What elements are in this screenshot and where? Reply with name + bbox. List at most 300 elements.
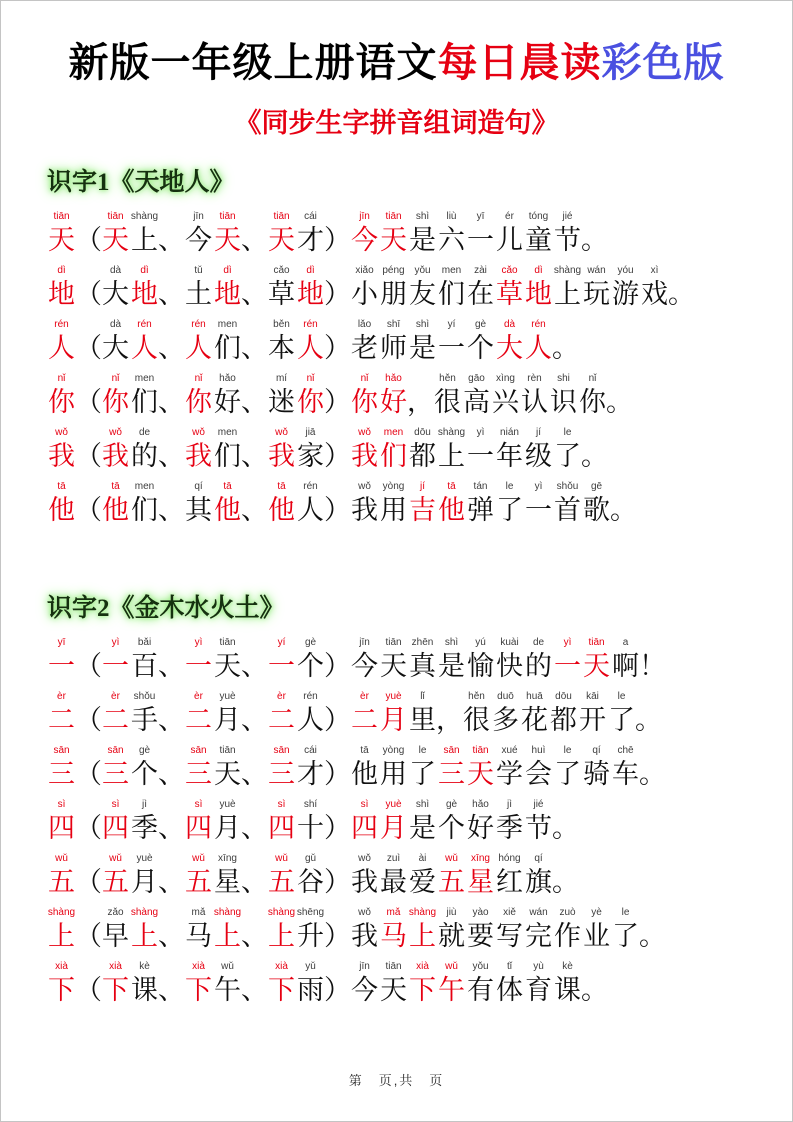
punctuation-glyph: 。 xyxy=(635,705,662,735)
pinyin-annotation: huì xyxy=(531,745,546,756)
pinyin-annotation: de xyxy=(532,637,545,648)
hanzi-character: 一 xyxy=(438,333,465,363)
hanzi-character: 你 xyxy=(48,387,75,417)
pinyin-annotation: zuò xyxy=(559,907,576,918)
hanzi-character: 玩 xyxy=(583,279,610,309)
pinyin-annotation: gè xyxy=(138,745,151,756)
punctuation-glyph: 。 xyxy=(581,441,608,471)
punctuation xyxy=(76,318,101,364)
hanzi-character: 三 xyxy=(102,759,129,789)
hanzi-with-pinyin xyxy=(267,318,296,364)
hanzi-character: 用 xyxy=(380,759,407,789)
pinyin-annotation: shì xyxy=(415,799,430,810)
hanzi-with-pinyin xyxy=(213,426,242,472)
hanzi-character: 三 xyxy=(268,759,295,789)
pinyin-annotation: yì xyxy=(563,637,572,648)
hanzi-character: 他 xyxy=(214,495,241,525)
punctuation xyxy=(242,636,267,682)
pinyin-annotation: yú xyxy=(475,637,486,648)
hanzi-with-pinyin xyxy=(130,636,159,682)
hanzi-character: 兴 xyxy=(492,387,519,417)
pinyin-annotation: ér xyxy=(505,211,514,222)
pinyin-annotation: sān xyxy=(443,745,460,756)
pinyin-annotation: le xyxy=(563,427,572,438)
pinyin-annotation: jīn xyxy=(359,637,370,648)
punctuation-glyph: 、 xyxy=(241,921,268,951)
punctuation xyxy=(242,372,267,418)
pinyin-annotation: le xyxy=(505,481,514,492)
pinyin-annotation: xià xyxy=(275,961,288,972)
punctuation-glyph: ） xyxy=(324,225,351,255)
punctuation xyxy=(159,372,184,418)
punctuation xyxy=(325,744,350,790)
entry-line xyxy=(47,318,762,364)
pinyin-annotation: men xyxy=(217,427,238,438)
hanzi-with-pinyin xyxy=(578,372,607,418)
pinyin-annotation: jí xyxy=(536,427,541,438)
hanzi-with-pinyin xyxy=(408,744,437,790)
hanzi-with-pinyin xyxy=(213,798,242,844)
pinyin-annotation: lǎo xyxy=(357,319,372,330)
hanzi-with-pinyin xyxy=(495,906,524,952)
hanzi-with-pinyin xyxy=(267,480,296,526)
hanzi-character: 四 xyxy=(268,813,295,843)
hanzi-character: 朋 xyxy=(380,279,407,309)
hanzi-character: 上 xyxy=(409,921,436,951)
hanzi-with-pinyin xyxy=(408,690,437,736)
hanzi-character: 二 xyxy=(102,705,129,735)
punctuation xyxy=(159,690,184,736)
pinyin-annotation: shàng xyxy=(47,907,76,918)
hanzi-character: 育 xyxy=(525,975,552,1005)
hanzi-with-pinyin xyxy=(495,852,524,898)
pinyin-annotation: shì xyxy=(415,319,430,330)
hanzi-with-pinyin xyxy=(130,210,159,256)
pinyin-annotation: yuè xyxy=(385,691,402,702)
pinyin-annotation: rén xyxy=(531,319,546,330)
pinyin-annotation: yǒu xyxy=(472,961,489,972)
hanzi-with-pinyin xyxy=(130,906,159,952)
title-part-black: 新版一年级上册语文 xyxy=(68,40,438,85)
hanzi-character: 上 xyxy=(214,921,241,951)
punctuation xyxy=(325,852,350,898)
hanzi-character: 是 xyxy=(409,225,436,255)
punctuation xyxy=(582,210,607,256)
hanzi-character: 月 xyxy=(380,705,407,735)
pinyin-annotation: sān xyxy=(107,745,124,756)
hanzi-with-pinyin xyxy=(408,906,437,952)
punctuation xyxy=(582,960,607,1006)
pinyin-annotation: sì xyxy=(360,799,369,810)
hanzi-character: 四 xyxy=(185,813,212,843)
hanzi-character: 星 xyxy=(467,867,494,897)
hanzi-with-pinyin xyxy=(296,798,325,844)
hanzi-character: 愉 xyxy=(467,651,494,681)
hanzi-character: 天 xyxy=(214,759,241,789)
hanzi-with-pinyin xyxy=(462,690,491,736)
hanzi-character: 星 xyxy=(214,867,241,897)
pinyin-annotation: qí xyxy=(592,745,601,756)
hanzi-character: 二 xyxy=(48,705,75,735)
pinyin-annotation: yào xyxy=(472,907,489,918)
hanzi-with-pinyin xyxy=(466,852,495,898)
hanzi-with-pinyin xyxy=(582,906,611,952)
punctuation-glyph: （ xyxy=(75,225,102,255)
pinyin-annotation: shēng xyxy=(296,907,325,918)
hanzi-with-pinyin xyxy=(213,960,242,1006)
hanzi-character: 月 xyxy=(131,867,158,897)
pinyin-annotation: nǐ xyxy=(111,373,120,384)
hanzi-character: 二 xyxy=(351,705,378,735)
hanzi-with-pinyin xyxy=(495,480,524,526)
pinyin-annotation: bǎi xyxy=(137,637,152,648)
hanzi-character: 天 xyxy=(583,651,610,681)
hanzi-character: 上 xyxy=(268,921,295,951)
hanzi-with-pinyin xyxy=(130,426,159,472)
hanzi-with-pinyin xyxy=(350,690,379,736)
hanzi-character: 六 xyxy=(438,225,465,255)
hanzi-character: 百 xyxy=(131,651,158,681)
pinyin-annotation: mǎ xyxy=(191,907,206,918)
pinyin-annotation: dōu xyxy=(555,691,572,702)
hanzi-character: 我 xyxy=(268,441,295,471)
hanzi-character: 十 xyxy=(297,813,324,843)
hanzi-with-pinyin xyxy=(611,264,640,310)
hanzi-with-pinyin xyxy=(553,906,582,952)
pinyin-annotation: sì xyxy=(277,799,286,810)
pinyin-annotation: sān xyxy=(273,745,290,756)
pinyin-annotation: liù xyxy=(446,211,457,222)
hanzi-character: 我 xyxy=(351,921,378,951)
hanzi-with-pinyin xyxy=(267,744,296,790)
hanzi-with-pinyin xyxy=(350,210,379,256)
hanzi-with-pinyin xyxy=(466,960,495,1006)
pinyin-annotation: yuè xyxy=(385,799,402,810)
hanzi-character: 骑 xyxy=(583,759,610,789)
hanzi-with-pinyin xyxy=(101,636,130,682)
hanzi-with-pinyin xyxy=(296,426,325,472)
hanzi-with-pinyin xyxy=(408,636,437,682)
hanzi-with-pinyin xyxy=(549,690,578,736)
hanzi-character: 们 xyxy=(380,441,407,471)
pinyin-annotation: cǎo xyxy=(273,265,290,276)
hanzi-character: 今 xyxy=(351,975,378,1005)
pinyin-annotation: tā xyxy=(360,745,369,756)
hanzi-with-pinyin xyxy=(553,744,582,790)
hanzi-with-pinyin xyxy=(296,852,325,898)
punctuation-glyph: ） xyxy=(324,705,351,735)
hanzi-with-pinyin xyxy=(524,960,553,1006)
punctuation-glyph: 、 xyxy=(241,279,268,309)
pinyin-annotation: dì xyxy=(57,265,66,276)
entry-line xyxy=(47,852,762,898)
pinyin-annotation: gāo xyxy=(468,373,485,384)
punctuation xyxy=(159,426,184,472)
hanzi-character: 人 xyxy=(48,333,75,363)
punctuation-glyph: 、 xyxy=(241,441,268,471)
punctuation xyxy=(325,906,350,952)
pinyin-annotation: tā xyxy=(447,481,456,492)
hanzi-character: 地 xyxy=(214,279,241,309)
hanzi-with-pinyin xyxy=(524,798,553,844)
punctuation xyxy=(325,372,350,418)
punctuation xyxy=(242,798,267,844)
punctuation-glyph: 。 xyxy=(610,495,637,525)
punctuation xyxy=(640,744,665,790)
hanzi-with-pinyin xyxy=(553,426,582,472)
hanzi-character: 师 xyxy=(380,333,407,363)
hanzi-character: 下 xyxy=(48,975,75,1005)
pinyin-annotation: shàng xyxy=(213,907,242,918)
section-heading: 识字2《金木水火土》 xyxy=(47,595,285,622)
hanzi-with-pinyin xyxy=(130,372,159,418)
hanzi-character: 人 xyxy=(297,333,324,363)
punctuation xyxy=(76,690,101,736)
punctuation xyxy=(408,372,433,418)
hanzi-with-pinyin xyxy=(524,852,553,898)
hanzi-character: 雨 xyxy=(297,975,324,1005)
hanzi-character: 一 xyxy=(48,651,75,681)
hanzi-character: 五 xyxy=(438,867,465,897)
pinyin-annotation: yī xyxy=(57,637,66,648)
pinyin-annotation: wǒ xyxy=(192,427,205,438)
punctuation xyxy=(607,372,632,418)
hanzi-with-pinyin xyxy=(524,906,553,952)
entry-line xyxy=(47,426,762,472)
hanzi-character: 游 xyxy=(612,279,639,309)
hanzi-character: 我 xyxy=(351,867,378,897)
hanzi-with-pinyin xyxy=(553,210,582,256)
pinyin-annotation: èr xyxy=(194,691,203,702)
hanzi-with-pinyin xyxy=(582,480,611,526)
punctuation xyxy=(640,636,665,682)
hanzi-character: 你 xyxy=(102,387,129,417)
hanzi-with-pinyin xyxy=(524,636,553,682)
pinyin-annotation: qí xyxy=(534,853,543,864)
punctuation xyxy=(242,906,267,952)
pinyin-annotation: sān xyxy=(53,745,70,756)
punctuation-glyph: 、 xyxy=(241,333,268,363)
pinyin-annotation: jiā xyxy=(305,427,316,438)
punctuation-glyph: ！ xyxy=(639,651,666,681)
punctuation-glyph: 、 xyxy=(241,705,268,735)
hanzi-character: 好 xyxy=(467,813,494,843)
pinyin-annotation: shi xyxy=(557,373,570,384)
hanzi-character: 们 xyxy=(214,441,241,471)
punctuation-glyph: （ xyxy=(75,867,102,897)
hanzi-with-pinyin xyxy=(433,372,462,418)
section-heading: 识字1《天地人》 xyxy=(47,169,235,196)
punctuation xyxy=(76,210,101,256)
punctuation-glyph: 、 xyxy=(158,495,185,525)
hanzi-character: 了 xyxy=(554,441,581,471)
hanzi-character: 天 xyxy=(380,225,407,255)
pinyin-annotation: tā xyxy=(57,481,66,492)
pinyin-annotation: wǒ xyxy=(55,427,68,438)
pinyin-annotation: gè xyxy=(474,319,487,330)
hanzi-character: 上 xyxy=(554,279,581,309)
pinyin-annotation: xìng xyxy=(496,373,515,384)
hanzi-with-pinyin xyxy=(466,210,495,256)
pinyin-annotation: yù xyxy=(533,961,544,972)
hanzi-with-pinyin xyxy=(491,372,520,418)
punctuation xyxy=(242,318,267,364)
hanzi-with-pinyin xyxy=(495,960,524,1006)
pinyin-annotation: zhēn xyxy=(411,637,434,648)
hanzi-with-pinyin xyxy=(437,744,466,790)
punctuation-glyph: 、 xyxy=(158,333,185,363)
pinyin-annotation: yòng xyxy=(382,745,405,756)
pinyin-annotation: zài xyxy=(474,265,487,276)
entry-line xyxy=(47,372,762,418)
hanzi-with-pinyin xyxy=(47,798,76,844)
punctuation xyxy=(325,210,350,256)
pinyin-annotation: sì xyxy=(57,799,66,810)
pinyin-annotation: yì xyxy=(194,637,203,648)
pinyin-annotation: tiān xyxy=(107,211,124,222)
hanzi-with-pinyin xyxy=(524,426,553,472)
punctuation-glyph: 。 xyxy=(668,279,695,309)
pinyin-annotation: zǎo xyxy=(107,907,124,918)
hanzi-character: 了 xyxy=(554,759,581,789)
hanzi-with-pinyin xyxy=(101,906,130,952)
hanzi-character: 其 xyxy=(185,495,212,525)
pinyin-annotation: le xyxy=(617,691,626,702)
punctuation-glyph: 、 xyxy=(158,441,185,471)
hanzi-with-pinyin xyxy=(350,744,379,790)
pinyin-annotation: xīng xyxy=(471,853,490,864)
hanzi-character: 四 xyxy=(351,813,378,843)
hanzi-character: 有 xyxy=(467,975,494,1005)
hanzi-character: 五 xyxy=(185,867,212,897)
pinyin-annotation: nǐ xyxy=(194,373,203,384)
hanzi-with-pinyin xyxy=(101,480,130,526)
pinyin-annotation: wǔ xyxy=(445,961,458,972)
punctuation-glyph: （ xyxy=(75,813,102,843)
pinyin-annotation: mí xyxy=(275,373,288,384)
hanzi-with-pinyin xyxy=(130,480,159,526)
punctuation-glyph: ） xyxy=(324,651,351,681)
hanzi-with-pinyin xyxy=(524,264,553,310)
punctuation-glyph: （ xyxy=(75,975,102,1005)
punctuation-glyph: 、 xyxy=(158,705,185,735)
pinyin-annotation: qí xyxy=(194,481,203,492)
hanzi-with-pinyin xyxy=(379,480,408,526)
pinyin-annotation: yì xyxy=(534,481,543,492)
punctuation xyxy=(325,798,350,844)
pinyin-annotation: yuè xyxy=(219,799,236,810)
entry-line xyxy=(47,960,762,1006)
pinyin-annotation: hěn xyxy=(439,373,456,384)
hanzi-character: 真 xyxy=(409,651,436,681)
hanzi-with-pinyin xyxy=(408,960,437,1006)
pinyin-annotation: dì xyxy=(223,265,232,276)
pinyin-annotation: xià xyxy=(192,961,205,972)
punctuation xyxy=(242,852,267,898)
hanzi-character: 二 xyxy=(185,705,212,735)
pinyin-annotation: jì xyxy=(507,799,512,810)
pinyin-annotation: tóng xyxy=(528,211,549,222)
hanzi-character: 天 xyxy=(268,225,295,255)
hanzi-with-pinyin xyxy=(296,480,325,526)
hanzi-with-pinyin xyxy=(524,210,553,256)
hanzi-character: 下 xyxy=(268,975,295,1005)
hanzi-character: 很 xyxy=(463,705,490,735)
entry-line xyxy=(47,798,762,844)
punctuation-glyph: 、 xyxy=(241,651,268,681)
hanzi-character: 体 xyxy=(496,975,523,1005)
hanzi-character: 今 xyxy=(351,225,378,255)
pinyin-annotation: men xyxy=(383,427,404,438)
hanzi-with-pinyin xyxy=(296,906,325,952)
hanzi-character: 一 xyxy=(554,651,581,681)
punctuation xyxy=(242,210,267,256)
hanzi-with-pinyin xyxy=(437,318,466,364)
pinyin-annotation: yì xyxy=(111,637,120,648)
hanzi-with-pinyin xyxy=(408,264,437,310)
hanzi-with-pinyin xyxy=(437,480,466,526)
hanzi-with-pinyin xyxy=(213,318,242,364)
hanzi-character: 红 xyxy=(496,867,523,897)
hanzi-character: 家 xyxy=(297,441,324,471)
pinyin-annotation: shì xyxy=(444,637,459,648)
hanzi-with-pinyin xyxy=(130,798,159,844)
pinyin-annotation: hǎo xyxy=(385,373,402,384)
punctuation-glyph: ） xyxy=(324,975,351,1005)
hanzi-character: 他 xyxy=(438,495,465,525)
pinyin-annotation: ài xyxy=(418,853,427,864)
hanzi-character: 天 xyxy=(467,759,494,789)
pinyin-annotation: shàng xyxy=(553,265,582,276)
hanzi-with-pinyin xyxy=(379,960,408,1006)
punctuation-glyph: ， xyxy=(436,705,463,735)
hanzi-character: 个 xyxy=(297,651,324,681)
hanzi-with-pinyin xyxy=(184,960,213,1006)
pinyin-annotation: le xyxy=(563,745,572,756)
punctuation-glyph: 、 xyxy=(158,225,185,255)
hanzi-with-pinyin xyxy=(611,906,640,952)
hanzi-with-pinyin xyxy=(408,318,437,364)
hanzi-character: 今 xyxy=(185,225,212,255)
hanzi-with-pinyin xyxy=(47,852,76,898)
hanzi-character: 好 xyxy=(380,387,407,417)
hanzi-with-pinyin xyxy=(267,960,296,1006)
pinyin-annotation: jīn xyxy=(359,961,370,972)
hanzi-with-pinyin xyxy=(408,426,437,472)
hanzi-with-pinyin xyxy=(213,636,242,682)
pinyin-annotation: chē xyxy=(617,745,634,756)
pinyin-annotation: hóng xyxy=(498,853,521,864)
punctuation xyxy=(76,264,101,310)
hanzi-character: 了 xyxy=(496,495,523,525)
pinyin-annotation: péng xyxy=(382,265,405,276)
hanzi-character: 节 xyxy=(525,813,552,843)
hanzi-with-pinyin xyxy=(466,480,495,526)
hanzi-character: 作 xyxy=(554,921,581,951)
punctuation-glyph: 。 xyxy=(552,867,579,897)
hanzi-character: 识 xyxy=(550,387,577,417)
hanzi-with-pinyin xyxy=(130,318,159,364)
hanzi-character: 的 xyxy=(131,441,158,471)
hanzi-with-pinyin xyxy=(437,264,466,310)
hanzi-with-pinyin xyxy=(267,426,296,472)
hanzi-with-pinyin xyxy=(101,426,130,472)
hanzi-with-pinyin xyxy=(130,960,159,1006)
hanzi-character: 一 xyxy=(268,651,295,681)
hanzi-with-pinyin xyxy=(350,318,379,364)
punctuation-glyph: 、 xyxy=(241,759,268,789)
punctuation-glyph: ） xyxy=(324,279,351,309)
